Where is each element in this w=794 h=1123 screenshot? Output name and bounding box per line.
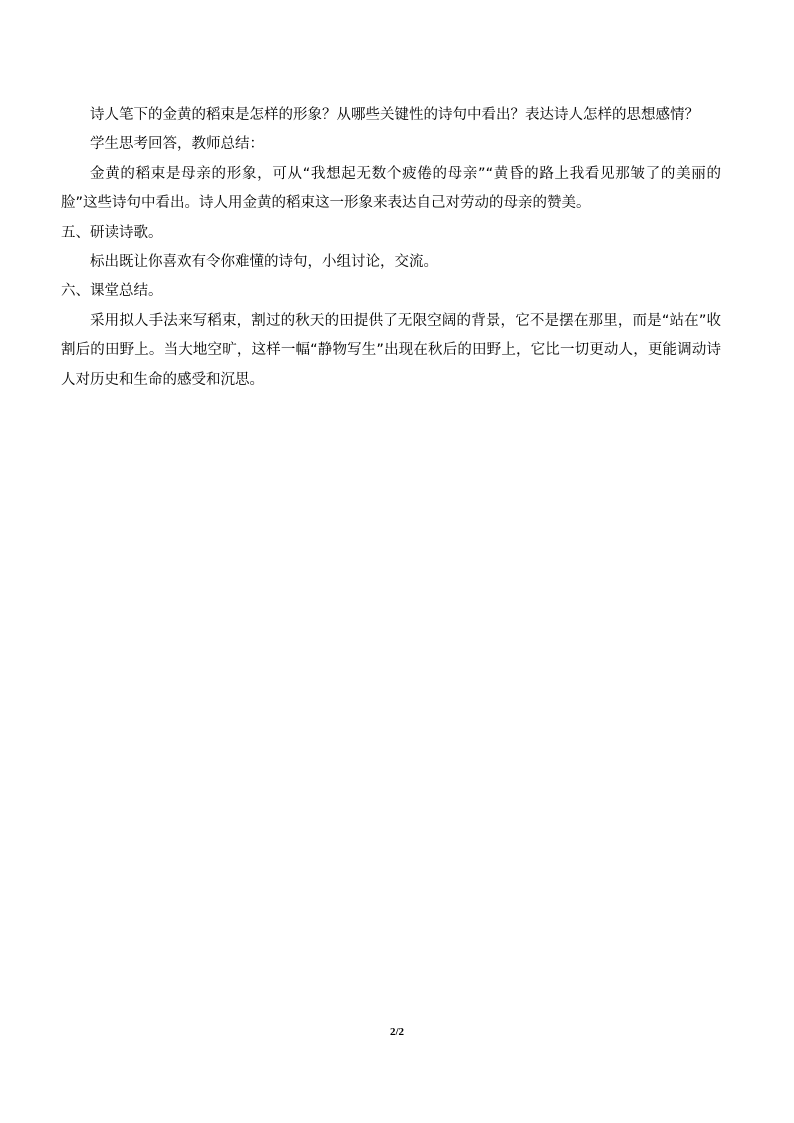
summary-paragraph: 采用拟人手法来写稻束，割过的秋天的田提供了无限空阔的背景，它不是摆在那里，而是“站在”收割后的田野上。当大地空旷，这样一幅“静物写生”出现在秋后的田野上，它比一切更动人，更能调动诗人对历史和生命的感受和沉思。 <box>61 312 721 388</box>
answer-paragraph: 金黄的稻束是母亲的形象，可从“我想起无数个疲倦的母亲”“黄昏的路上我看见那皱了的美丽的脸”这些诗句中看出。诗人用金黄的稻束这一形象来表达自己对劳动的母亲的赞美。 <box>61 165 721 212</box>
student-answer-intro: 学生思考回答，教师总结： <box>90 136 264 153</box>
section-heading-five: 五、研读诗歌。 <box>61 224 163 241</box>
section-heading-six: 六、课堂总结。 <box>61 283 163 300</box>
page-number: 2/2 <box>389 1026 405 1038</box>
question-paragraph: 诗人笔下的金黄的稻束是怎样的形象？从哪些关键性的诗句中看出？表达诗人怎样的思想感情？ <box>90 107 699 123</box>
document-body <box>61 101 721 395</box>
section-five-paragraph: 标出既让你喜欢有令你难懂的诗句，小组讨论，交流。 <box>90 254 438 271</box>
